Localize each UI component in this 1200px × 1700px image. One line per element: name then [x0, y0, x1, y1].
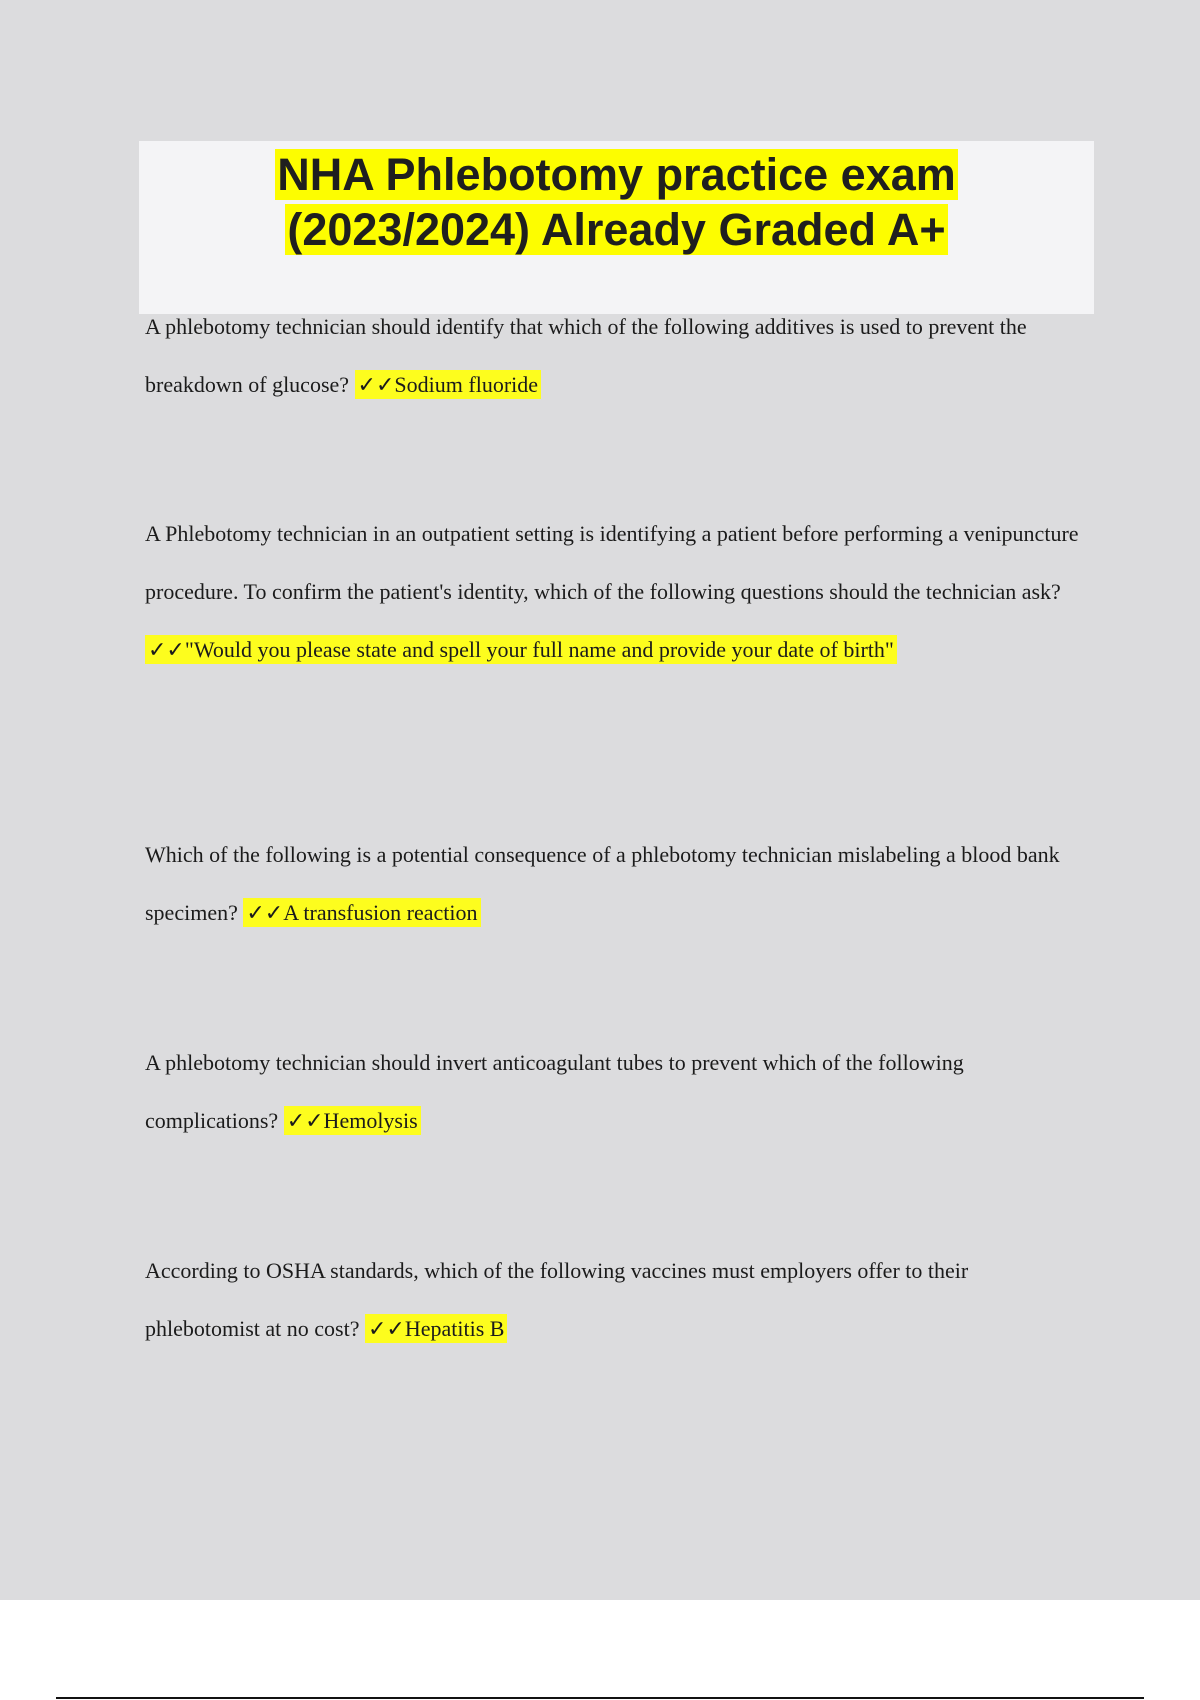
- page-title-line-1: NHA Phlebotomy practice exam: [277, 149, 956, 200]
- answer-highlight: ✓✓A transfusion reaction: [243, 898, 480, 927]
- question-text: According to OSHA standards, which of the following vaccines must employers offer to their phlebotomist at no cost?: [145, 1258, 969, 1341]
- question-text: A Phlebotomy technician in an outpatient setting is identifying a patient before performing a venipuncture procedure. To confirm the patient's identity, which of the following questions should the technician ask?: [145, 521, 1079, 604]
- answer-highlight: ✓✓Hemolysis: [284, 1106, 421, 1135]
- question-item: [145, 1242, 1085, 1358]
- question-item: [145, 298, 1085, 414]
- question-item: [145, 505, 1085, 679]
- answer-highlight: ✓✓"Would you please state and spell your full name and provide your date of birth": [145, 635, 897, 664]
- question-text: Which of the following is a potential consequence of a phlebotomy technician mislabeling a blood bank specimen?: [145, 842, 1060, 925]
- question-text: A phlebotomy technician should identify that which of the following additives is used to prevent the breakdown of glucose?: [145, 314, 1027, 397]
- question-item: [145, 1034, 1085, 1150]
- answer-highlight: ✓✓Hepatitis B: [365, 1314, 507, 1343]
- answer-highlight: ✓✓Sodium fluoride: [355, 370, 541, 399]
- page-title-line-2: (2023/2024) Already Graded A+: [287, 204, 946, 255]
- question-text: A phlebotomy technician should invert anticoagulant tubes to prevent which of the following complications?: [145, 1050, 964, 1133]
- footer-divider: [56, 1697, 1144, 1699]
- title-box: [139, 141, 1094, 314]
- question-item: [145, 826, 1085, 942]
